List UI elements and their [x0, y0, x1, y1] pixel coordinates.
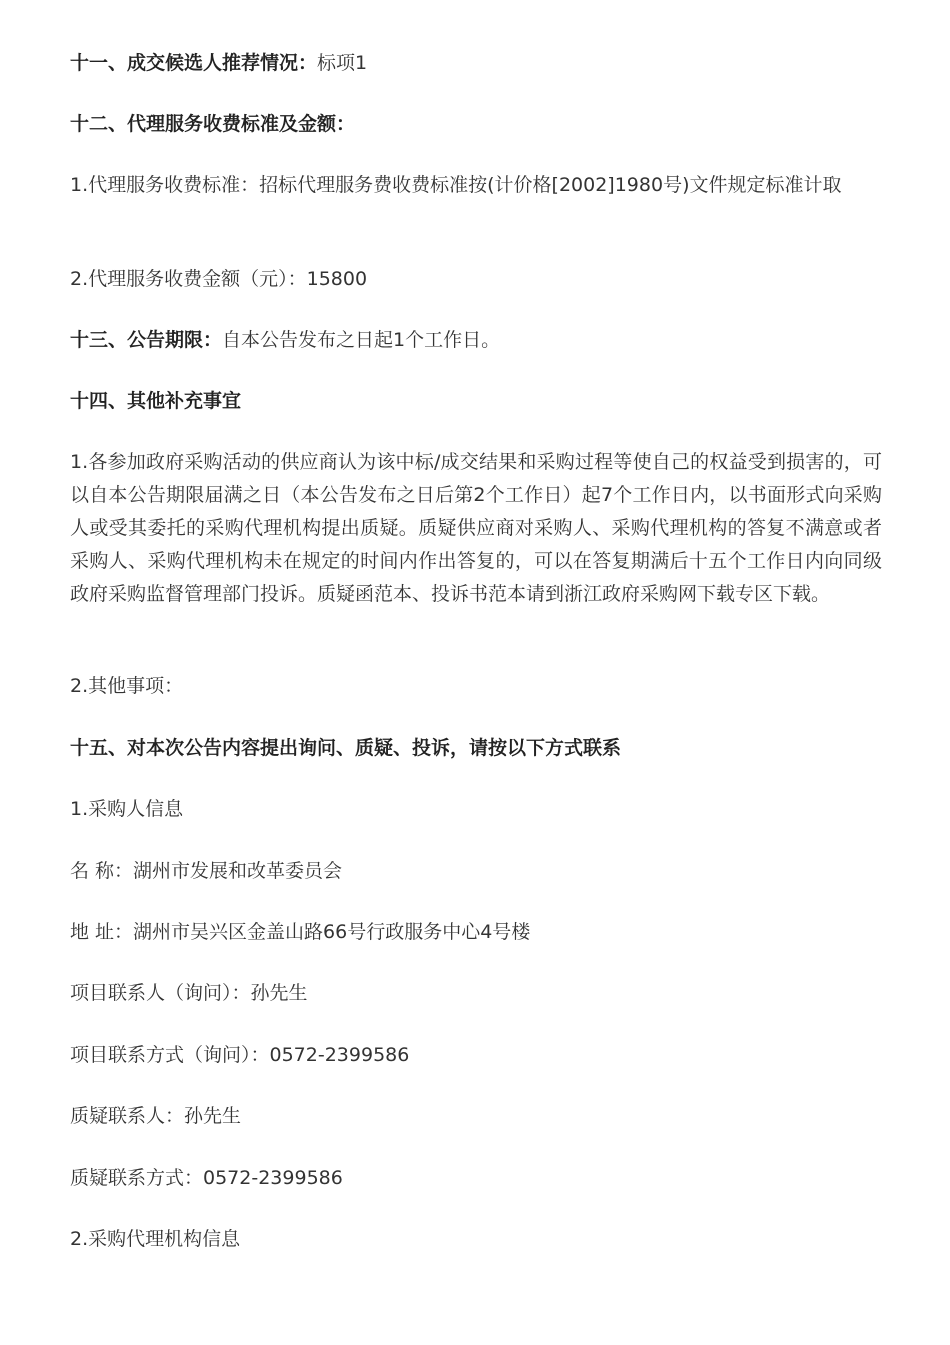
section-14-heading: 十四、其他补充事宜 [70, 390, 242, 412]
section-11-value: 标项1 [317, 52, 368, 74]
project-contact: 项目联系人（询问）：孙先生 [70, 982, 308, 1004]
objection-contact-phone: 质疑联系方式：0572-2399586 [70, 1167, 343, 1189]
objection-contact: 质疑联系人：孙先生 [70, 1105, 242, 1127]
section-14-item-2: 2.其他事项： [70, 675, 184, 697]
purchaser-name: 名 称：湖州市发展和改革委员会 [70, 860, 343, 882]
project-contact-phone: 项目联系方式（询问）：0572-2399586 [70, 1044, 410, 1066]
section-15-heading: 十五、对本次公告内容提出询问、质疑、投诉，请按以下方式联系 [70, 737, 622, 759]
section-14-item-1: 1.各参加政府采购活动的供应商认为该中标/成交结果和采购过程等使自己的权益受到损害的，可以自本公告期限届满之日（本公告发布之日后第2个工作日）起7个工作日内，以书面形式向采购人或受其委托的采购代理机构提出质疑。质疑供应商对采购人、采购代理机构的答复不满意或者采购人、采购代理机构未在规定的时间内作出答复的，可以在答复期满后十五个工作日内向同级政府采购监督管理部门投诉。质疑函范本、投诉书范本请到浙江政府采购网下载专区下载。 [70, 451, 882, 605]
section-12-heading: 十二、代理服务收费标准及金额： [70, 113, 356, 135]
section-13-heading: 十三、公告期限： [70, 329, 223, 351]
section-13 [70, 324, 882, 357]
section-12-item-1: 1.代理服务收费标准：招标代理服务费收费标准按(计价格[2002]1980号)文件规定标准计取 [70, 174, 842, 196]
section-11 [70, 47, 882, 80]
purchaser-info-title: 1.采购人信息 [70, 798, 184, 820]
section-11-heading: 十一、成交候选人推荐情况： [70, 52, 318, 74]
agency-info-title: 2.采购代理机构信息 [70, 1228, 241, 1250]
section-13-value: 自本公告发布之日起1个工作日。 [222, 329, 501, 351]
purchaser-address: 地 址：湖州市吴兴区金盖山路66号行政服务中心4号楼 [70, 921, 531, 943]
section-12-item-2: 2.代理服务收费金额（元）：15800 [70, 268, 368, 290]
